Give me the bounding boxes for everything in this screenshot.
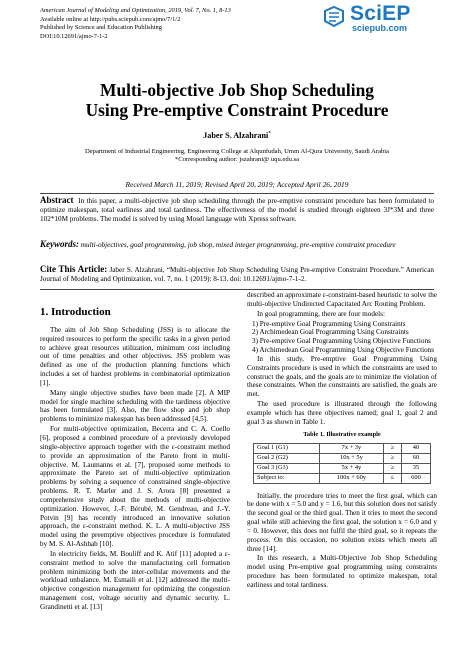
- body-paragraph: In this research, a Multi-Objective Job Shop Scheduling model using Pre-emptive goal programming using constraints procedure has been formulated to optimize makespan, total earliness and total tardiness.: [247, 554, 437, 589]
- abstract-text: In this paper, a multi-objective job shop scheduling through the pre-emptive constraint procedure has been formulated to optimize makespan, total earliness and total tardiness. The effectiveness of the model is studied through eighteen 3J*3M and three 102*10M problems. The model is solved by using Mosel language with Xpress software.: [40, 197, 434, 223]
- table-cell: 60: [401, 453, 430, 463]
- table-cell: ≥: [383, 463, 401, 473]
- title-line-1: Multi-objective Job Shop Scheduling: [100, 80, 374, 100]
- list-item: 3) Pre-emptive Goal Programming Using Objective Functions: [252, 337, 431, 346]
- table-cell: ≥: [383, 453, 401, 463]
- table-cell: 600: [401, 473, 430, 483]
- table-cell: 5x + 4y: [320, 463, 383, 473]
- keywords-text: multi-objectives, goal programming, job shop, mixed integer programming, pre-emptive constraint procedure: [80, 241, 396, 249]
- right-column: [247, 291, 437, 591]
- intro-paragraph: Many single objective studies have been made [2]. A MIP model for single machine scheduling with the tardiness objective has been formulated [3]. Also, the flow shop and job shop problems to minimize makespan has been addressed [4,5].: [40, 388, 230, 424]
- table-cell: Subject to:: [254, 473, 320, 483]
- cite-text: Jaber S. Alzahrani, “Multi-objective Job Shop Scheduling Using Pre-emptive Constraint Procedure.” American Journal of Modeling and Optimization, vol. 7, no. 1 (2019): 8-13. doi: 10.12691/ajmo-7-1-2.: [40, 266, 434, 283]
- author-name: Jaber S. Alzahrani: [203, 131, 269, 140]
- body-paragraph: Initially, the procedure tries to meet the first goal, which can be done with x = 5.0 and y = 1.6, but this solution does not satisfy the second goal or the third goal. Then it tries to meet the second goal while still achieving the first goal, the solution x = 6.0 and y = 0. However, this does not fulfil the third goal, so it repeats the process. On this occasion, no solution exists which meets all three [14].: [247, 491, 437, 553]
- cite-this-article: [40, 265, 434, 284]
- logo-site: sciepub.com: [352, 23, 408, 33]
- author-line: [40, 131, 434, 140]
- corresponding-author: *Corresponding author: jszahrani@ uqu.edu.sa: [174, 156, 300, 164]
- title-line-2: Using Pre-emptive Constraint Procedure: [85, 100, 389, 120]
- body-paragraph: described an approximate ε-constraint-based heuristic to solve the multi-objective Undirected Capacitated Arc Routing Problem.: [247, 291, 437, 308]
- cite-label: Cite This Article:: [40, 264, 108, 274]
- table-cell: ≤: [383, 473, 401, 483]
- divider: [40, 289, 434, 290]
- keywords: [40, 240, 434, 250]
- journal-header: [40, 7, 231, 41]
- section-heading: 1. Introduction: [40, 306, 111, 318]
- intro-paragraph: For multi-objective optimization, Becerra and C. A. Coello [6], proposed a combined procedure of a previously developed single-objective approach together with the ε-constraint method to provide an approximation of the Pareto front in multi-objective. M. Laumanns et al. [7], proposed some methods to approximate the Pareto set of multi-objective optimization problems by solving a sequence of constrained single-objective problems. R. T. Marler and J. S. Arora [8] presented a comprehensive study about the methods of multi-objective optimization. However, J.-F. Bérubé, M. Gendreau, and J.-Y. Potvin [9] has recently introduced an innovative solution approach, the ε-constraint method. K. L. A multi-objective JSS model using the preemptive objectives procedure is formulated by M. S. Al-Ashhab [10].: [40, 425, 230, 549]
- table-cell: 7x + 3y: [320, 443, 383, 453]
- table-cell: 10x + 5y: [320, 453, 383, 463]
- table-caption: Table 1. Illustrative example: [303, 430, 381, 438]
- journal-citation: American Journal of Modeling and Optimization, 2019, Vol. 7, No. 1, 8-13: [40, 7, 231, 14]
- list-item: 1) Pre-emptive Goal Programming Using Constraints: [252, 319, 406, 328]
- paper-title: [40, 80, 434, 120]
- article-dates: Received March 11, 2019; Revised April 20, 2019; Accepted April 26, 2019: [125, 180, 349, 189]
- list-item: 2) Archimedean Goal Programming Using Constraints: [252, 328, 409, 337]
- table-cell: Goal 1 (G1): [254, 443, 320, 453]
- available-online[interactable]: Available online at http://pubs.sciepub.com/ajmo/7/1/2: [40, 15, 181, 23]
- table-cell: 100x + 60y: [320, 473, 383, 483]
- abstract: [40, 196, 434, 224]
- divider: [40, 193, 434, 194]
- table-row: [254, 453, 431, 463]
- affiliation-block: [40, 148, 434, 165]
- table-cell: 40: [401, 443, 430, 453]
- keywords-label: Keywords:: [40, 239, 79, 249]
- table-row: [254, 443, 431, 453]
- body-paragraph: In goal programming, there are four models:: [257, 309, 385, 318]
- illustrative-table: [253, 443, 431, 484]
- table-row: [254, 473, 431, 483]
- abstract-label: Abstract: [40, 195, 74, 205]
- author-mark: *: [268, 131, 271, 137]
- list-item: 4) Archimedean Goal Programming Using Objective Functions: [252, 346, 435, 355]
- body-paragraph: In this study, Pre-emptive Goal Programming Using Constraints procedure is used in which the constraints are used to construct the goals, and the goals are to minimize the violation of these constraints. When the constraints are satisfied, the goals are met.: [247, 354, 437, 399]
- table-cell: 35: [401, 463, 430, 473]
- body-paragraph: The used procedure is illustrated through the following example which has three objectives named; goal 1, goal 2 and goal 3 as shown in Table 1.: [247, 400, 437, 426]
- sciep-logo-icon: [322, 5, 346, 29]
- doi-line[interactable]: DOI:10.12691/ajmo-7-1-2: [40, 32, 108, 40]
- left-column: [40, 298, 230, 613]
- publisher-line: Published by Science and Education Publishing: [40, 24, 162, 32]
- intro-paragraph: In electricity fields, M. Bouliff and K. Atif [11] adopted a ε-constraint method to solve the manufacturing cell formation problem minimizing both the inter-cellular movements and the workload unbalance. M. Esmaili et al. [12] addressed the multi-objective congestion management for optimizing the congestion management cost, voltage security and dynamic security. L. Grandinetti et al. [13]: [40, 549, 230, 611]
- table-cell: ≥: [383, 443, 401, 453]
- table-cell: Goal 2 (G2): [254, 453, 320, 463]
- table-cell: Goal 3 (G3): [254, 463, 320, 473]
- sciep-logo[interactable]: [322, 2, 442, 39]
- table-row: [254, 463, 431, 473]
- logo-brand: SciEP: [350, 2, 411, 25]
- affiliation: Department of Industrial Engineering, Engineering College at Alqunfudah, Umm Al-Qura University, Saudi Arabia: [84, 148, 390, 155]
- intro-paragraph: The aim of Job Shop Scheduling (JSS) is to allocate the required resources to perform the specific tasks in a given period to achieve great resources utilization, minimum cost including out of time penalties and other objectives. JSS problem was defined as one of the production planning functions which includes a set of hardest problems in combinatorial optimization [1].: [40, 325, 230, 387]
